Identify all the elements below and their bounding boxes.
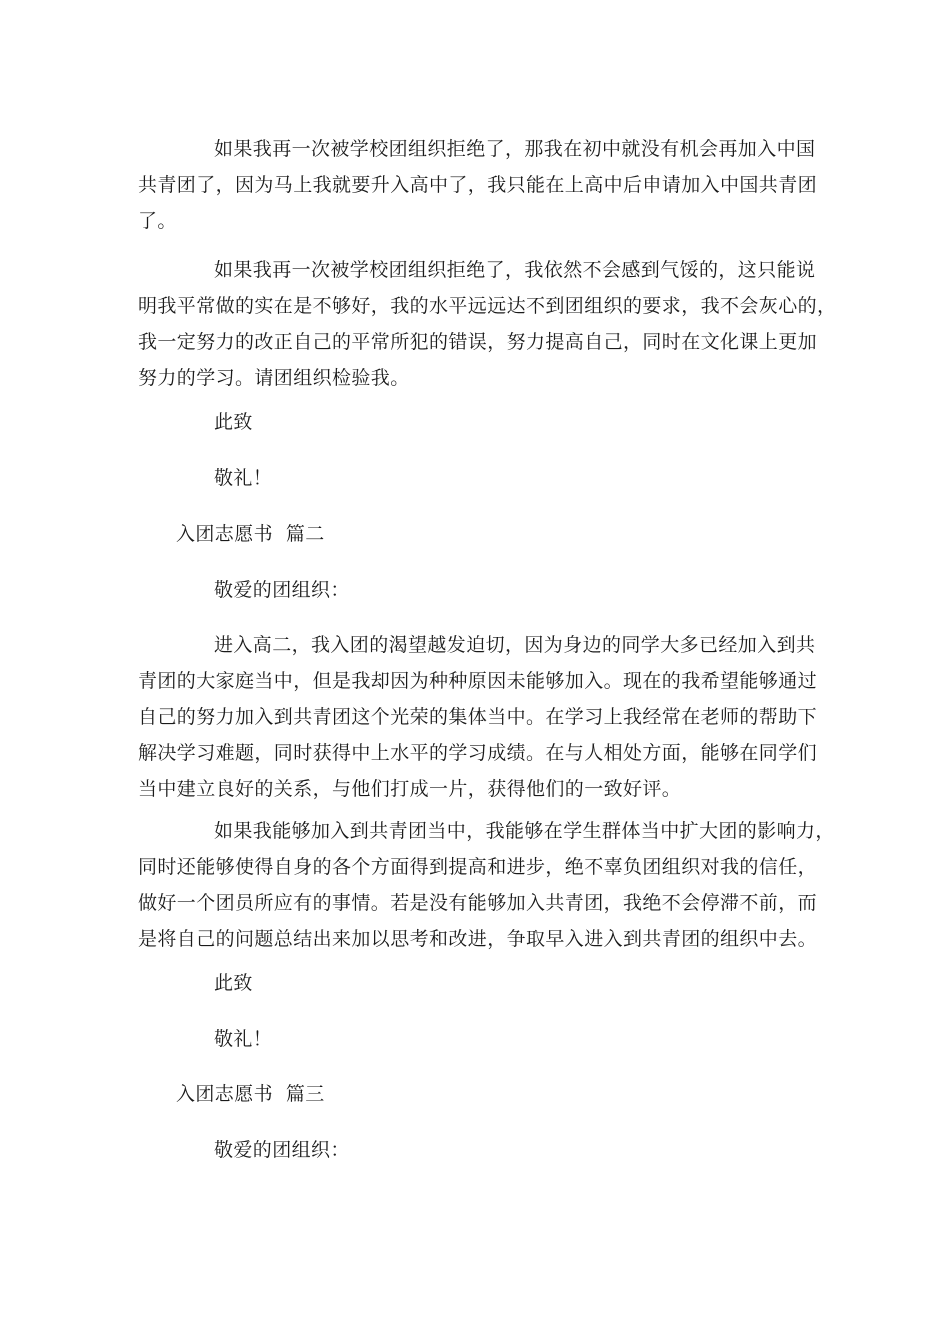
- paragraph-line: 如果我再一次被学校团组织拒绝了，我依然不会感到气馁的，这只能说: [214, 259, 816, 281]
- paragraph-line: 努力的学习。请团组织检验我。: [138, 367, 410, 389]
- paragraph-line: 进入高二，我入团的渴望越发迫切，因为身边的同学大多已经加入到共: [214, 634, 816, 656]
- paragraph-line: 解决学习难题，同时获得中上水平的学习成绩。在与人相处方面，能够在同学们: [138, 742, 818, 764]
- paragraph-line: 自己的努力加入到共青团这个光荣的集体当中。在学习上我经常在老师的帮助下: [138, 706, 818, 728]
- paragraph-line: 如果我能够加入到共青团当中，我能够在学生群体当中扩大团的影响力，: [214, 820, 835, 842]
- paragraph-2: [138, 252, 836, 396]
- paragraph-1: [138, 131, 817, 239]
- paragraph-line: 了。: [138, 210, 177, 232]
- paragraph-line: 是将自己的问题总结出来加以思考和改进，争取早入进入到共青团的组织中去。: [138, 928, 818, 950]
- salutation: 敬爱的团组织：: [214, 1139, 350, 1161]
- paragraph-line: 同时还能够使得自身的各个方面得到提高和进步，绝不辜负团组织对我的信任，: [138, 856, 818, 878]
- paragraph-line: 青团的大家庭当中，但是我却因为种种原因未能够加入。现在的我希望能够通过: [138, 670, 818, 692]
- paragraph-3: [138, 627, 817, 807]
- closing-line: 此致: [214, 411, 253, 433]
- paragraph-line: 我一定努力的改正自己的平常所犯的错误，努力提高自己，同时在文化课上更加: [138, 331, 818, 353]
- paragraph-line: 当中建立良好的关系，与他们打成一片，获得他们的一致好评。: [138, 778, 682, 800]
- paragraph-4: [138, 813, 835, 957]
- paragraph-line: 共青团了，因为马上我就要升入高中了，我只能在上高中后申请加入中国共青团: [138, 174, 818, 196]
- section-heading: 入团志愿书 篇三: [176, 1083, 325, 1105]
- salutation: 敬爱的团组织：: [214, 579, 350, 601]
- paragraph-line: 如果我再一次被学校团组织拒绝了，那我在初中就没有机会再加入中国: [214, 138, 816, 160]
- paragraph-line: 明我平常做的实在是不够好，我的水平远远达不到团组织的要求，我不会灰心的，: [138, 295, 837, 317]
- paragraph-line: 做好一个团员所应有的事情。若是没有能够加入共青团，我绝不会停滞不前，而: [138, 892, 818, 914]
- closing-line: 此致: [214, 972, 253, 994]
- closing-line: 敬礼！: [214, 467, 273, 489]
- closing-line: 敬礼！: [214, 1028, 273, 1050]
- section-heading: 入团志愿书 篇二: [176, 523, 325, 545]
